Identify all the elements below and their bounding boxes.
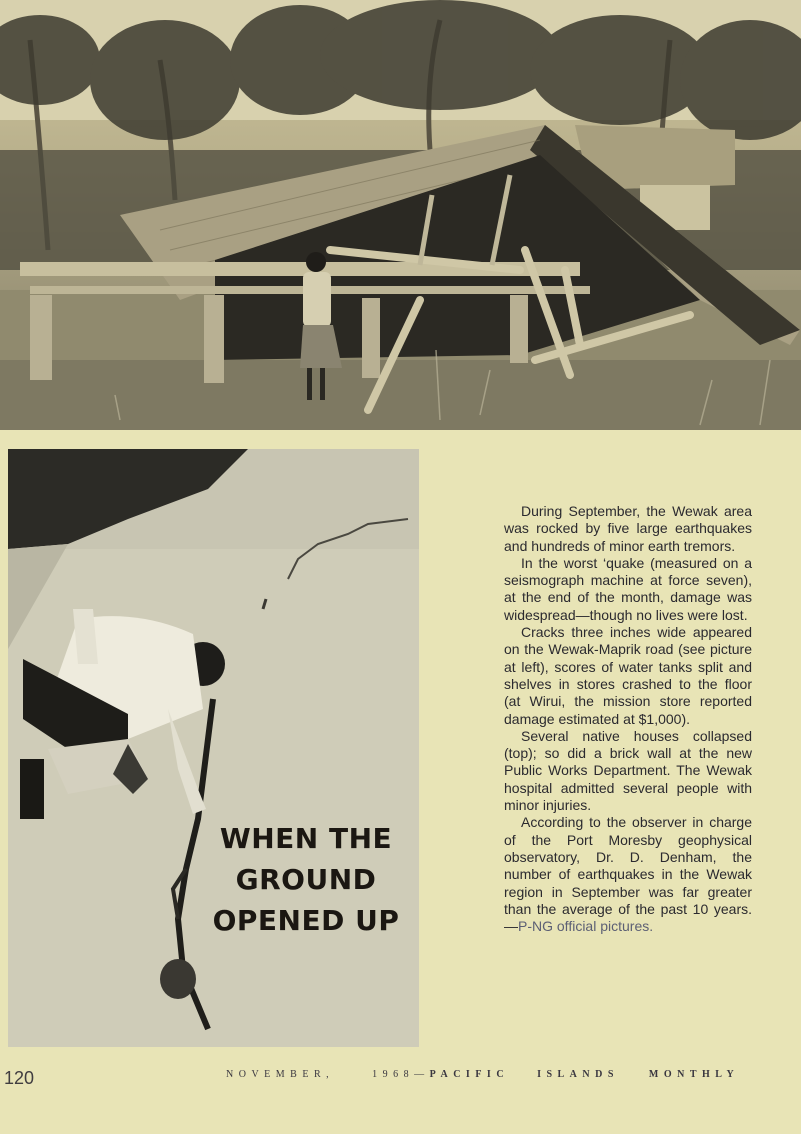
article-paragraph: Cracks three inches wide appeared on the Wewak-Maprik road (see picture at left), scores of water tanks split and shelves in stores crashed to the floor (at Wirui, the mission store reported damage estimated at $1,000). xyxy=(504,624,752,727)
article-last-text: According to the observer in charge of the Port Moresby geophysical observatory, Dr. D. Denham, the number of earthquakes in the Wewak region in September was far greater than the average of the past 10 years.— xyxy=(504,814,752,935)
footer-publication: PACIFIC xyxy=(429,1069,510,1080)
road-crack-illustration xyxy=(8,449,419,1047)
footer-year: 1968 xyxy=(372,1069,415,1080)
article-paragraph: Several native houses collapsed (top); so did a brick wall at the new Public Works Department. The Wewak hospital admitted several people with minor injuries. xyxy=(504,727,752,814)
headline xyxy=(196,818,416,941)
article-paragraph-last xyxy=(504,814,752,935)
road-crack-photo xyxy=(8,449,419,1047)
photo-credit: P-NG official pictures. xyxy=(518,918,654,935)
running-footer xyxy=(226,1069,739,1080)
headline-line-1: WHEN THE xyxy=(219,822,393,855)
page-number: 120 xyxy=(4,1068,35,1088)
footer-publication-3: MONTHLY xyxy=(648,1069,740,1080)
collapsed-house-photo xyxy=(0,0,801,430)
article-paragraph: During September, the Wewak area was rocked by five large earthquakes and hundreds of minor earth tremors. xyxy=(504,503,752,554)
article-body xyxy=(504,503,752,935)
collapsed-house-illustration xyxy=(0,0,801,430)
footer-publication-2: ISLANDS xyxy=(537,1069,619,1080)
headline-line-2: GROUND xyxy=(235,863,377,896)
headline-line-3: OPENED UP xyxy=(212,904,400,937)
footer-month: NOVEMBER, xyxy=(226,1069,335,1080)
article-paragraph: In the worst ‘quake (measured on a seismograph machine at force seven), at the end of the month, damage was widespread—though no lives were lost. xyxy=(504,554,752,623)
footer-separator: — xyxy=(414,1069,430,1080)
